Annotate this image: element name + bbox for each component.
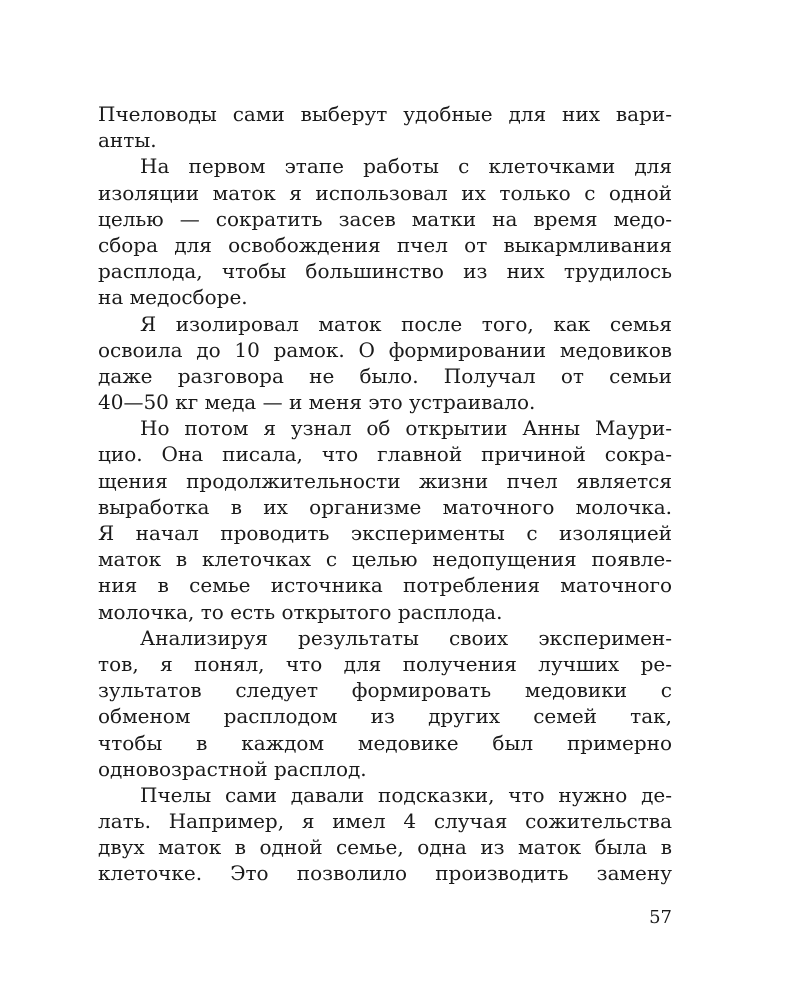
text-line: сбора для освобождения пчел от выкармливания (98, 232, 672, 257)
text-line: целью — сократить засев матки на время медо- (98, 206, 672, 231)
text-line: Пчеловоды сами выберут удобные для них вари- (98, 102, 672, 126)
text-line: на медосборе. (98, 285, 248, 310)
text-line: лать. Например, я имел 4 случая сожительства (98, 809, 672, 834)
text-line: выработка в их организме маточного молочка. (98, 494, 672, 519)
text-line: маток в клеточках с целью недопущения появле- (98, 547, 672, 572)
text-line: чтобы в каждом медовике был примерно (98, 730, 672, 755)
paragraph-start-line: Я изолировал маток после того, как семья (140, 311, 672, 336)
paragraph-start-line: Пчелы сами давали подсказки, что нужно де- (140, 782, 672, 807)
text-line: даже разговора не было. Получал от семьи (98, 363, 672, 388)
body-text (98, 101, 672, 887)
text-line: тов, я понял, что для получения лучших ре- (98, 651, 672, 676)
paragraph-start-line: На первом этапе работы с клеточками для (140, 154, 672, 179)
text-line: щения продолжительности жизни пчел является (98, 468, 672, 493)
text-line: одновозрастной расплод. (98, 756, 367, 781)
paragraph-start-line: Анализируя результаты своих эксперимен- (140, 625, 672, 650)
page-number: 57 (649, 907, 672, 928)
text-line: расплода, чтобы большинство из них трудилось (98, 259, 672, 284)
text-line: клеточке. Это позволило производить замену (98, 861, 672, 886)
text-line: Я начал проводить эксперименты с изоляцией (98, 521, 672, 545)
text-line: освоила до 10 рамок. О формировании медовиков (98, 337, 672, 362)
text-line: зультатов следует формировать медовики с (98, 678, 672, 703)
text-line: цио. Она писала, что главной причиной сокра- (98, 442, 672, 467)
text-line: анты. (98, 128, 157, 153)
paragraph-start-line: Но потом я узнал об открытии Анны Маури- (140, 416, 672, 441)
text-line: обменом расплодом из других семей так, (98, 704, 672, 729)
text-line: 40—50 кг меда — и меня это устраивало. (98, 390, 536, 415)
text-line: изоляции маток я использовал их только с одной (98, 180, 672, 205)
text-line: молочка, то есть открытого расплода. (98, 599, 503, 624)
text-line: двух маток в одной семье, одна из маток была в (98, 835, 672, 860)
text-line: ния в семье источника потребления маточного (98, 573, 672, 598)
